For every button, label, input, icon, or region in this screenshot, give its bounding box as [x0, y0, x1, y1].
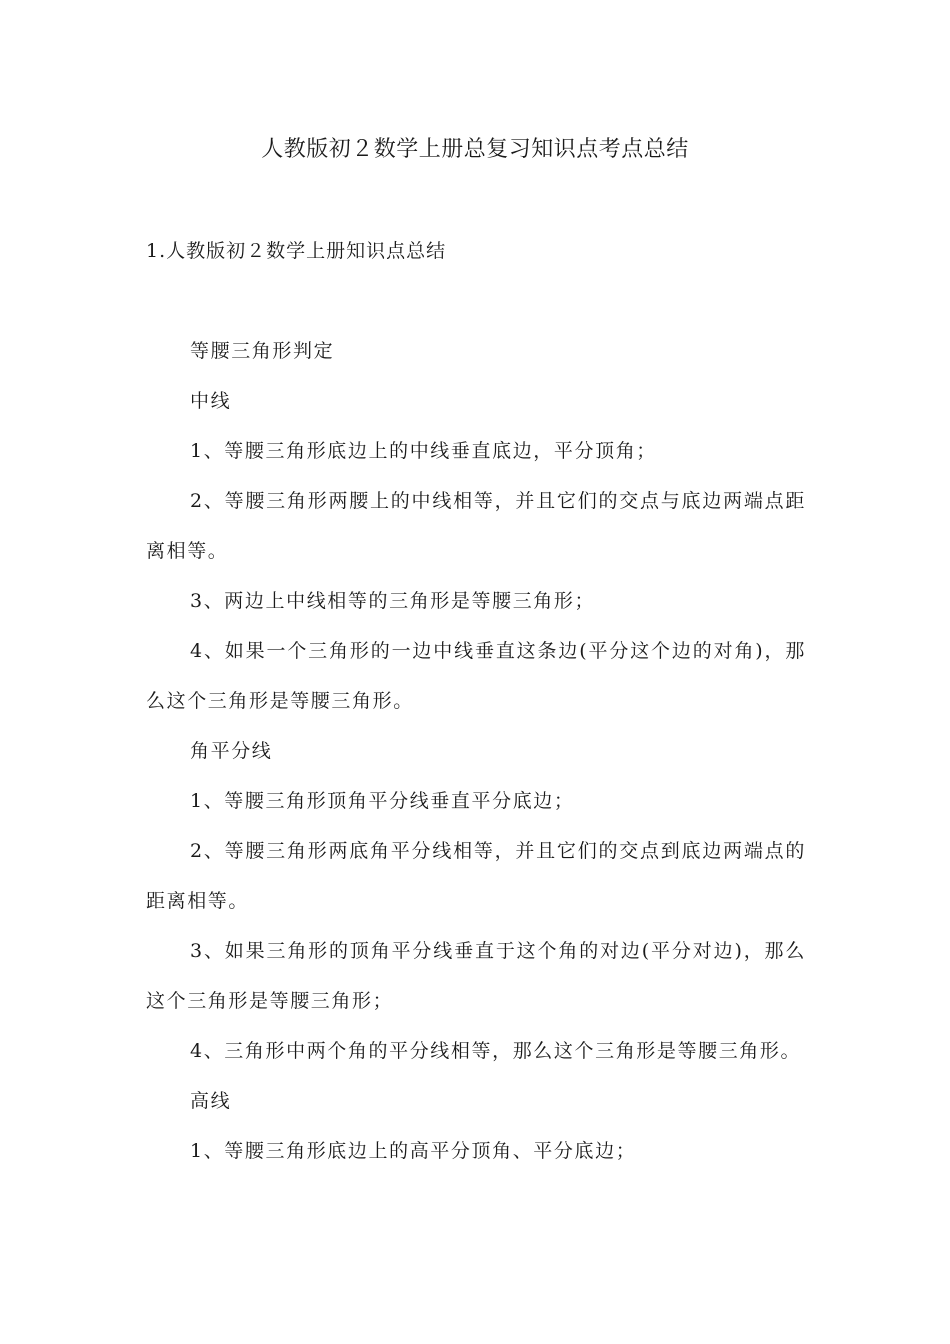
paragraph: 1、等腰三角形底边上的中线垂直底边，平分顶角； — [190, 440, 657, 462]
subheading-isosceles-criteria: 等腰三角形判定 — [190, 340, 335, 362]
paragraph: 2、等腰三角形两腰上的中线相等，并且它们的交点与底边两端点距离相等。 — [146, 490, 806, 562]
subheading-altitude: 高线 — [190, 1090, 232, 1112]
subheading-median: 中线 — [190, 390, 232, 412]
document-title: 人教版初２数学上册总复习知识点考点总结 — [261, 137, 689, 162]
paragraph: 3、两边上中线相等的三角形是等腰三角形； — [190, 590, 596, 612]
section-heading: 1.人教版初２数学上册知识点总结 — [146, 240, 447, 262]
paragraph: 1、等腰三角形底边上的高平分顶角、平分底边； — [190, 1140, 637, 1162]
document-body — [146, 326, 806, 1176]
paragraph: 3、如果三角形的顶角平分线垂直于这个角的对边(平分对边)，那么这个三角形是等腰三角形； — [146, 940, 806, 1012]
paragraph: 2、等腰三角形两底角平分线相等，并且它们的交点到底边两端点的距离相等。 — [146, 840, 806, 912]
paragraph: 4、三角形中两个角的平分线相等，那么这个三角形是等腰三角形。 — [190, 1040, 802, 1062]
paragraph: 4、如果一个三角形的一边中线垂直这条边(平分这个边的对角)，那么这个三角形是等腰三角形。 — [146, 640, 806, 712]
subheading-angle-bisector: 角平分线 — [190, 740, 273, 762]
paragraph: 1、等腰三角形顶角平分线垂直平分底边； — [190, 790, 575, 812]
